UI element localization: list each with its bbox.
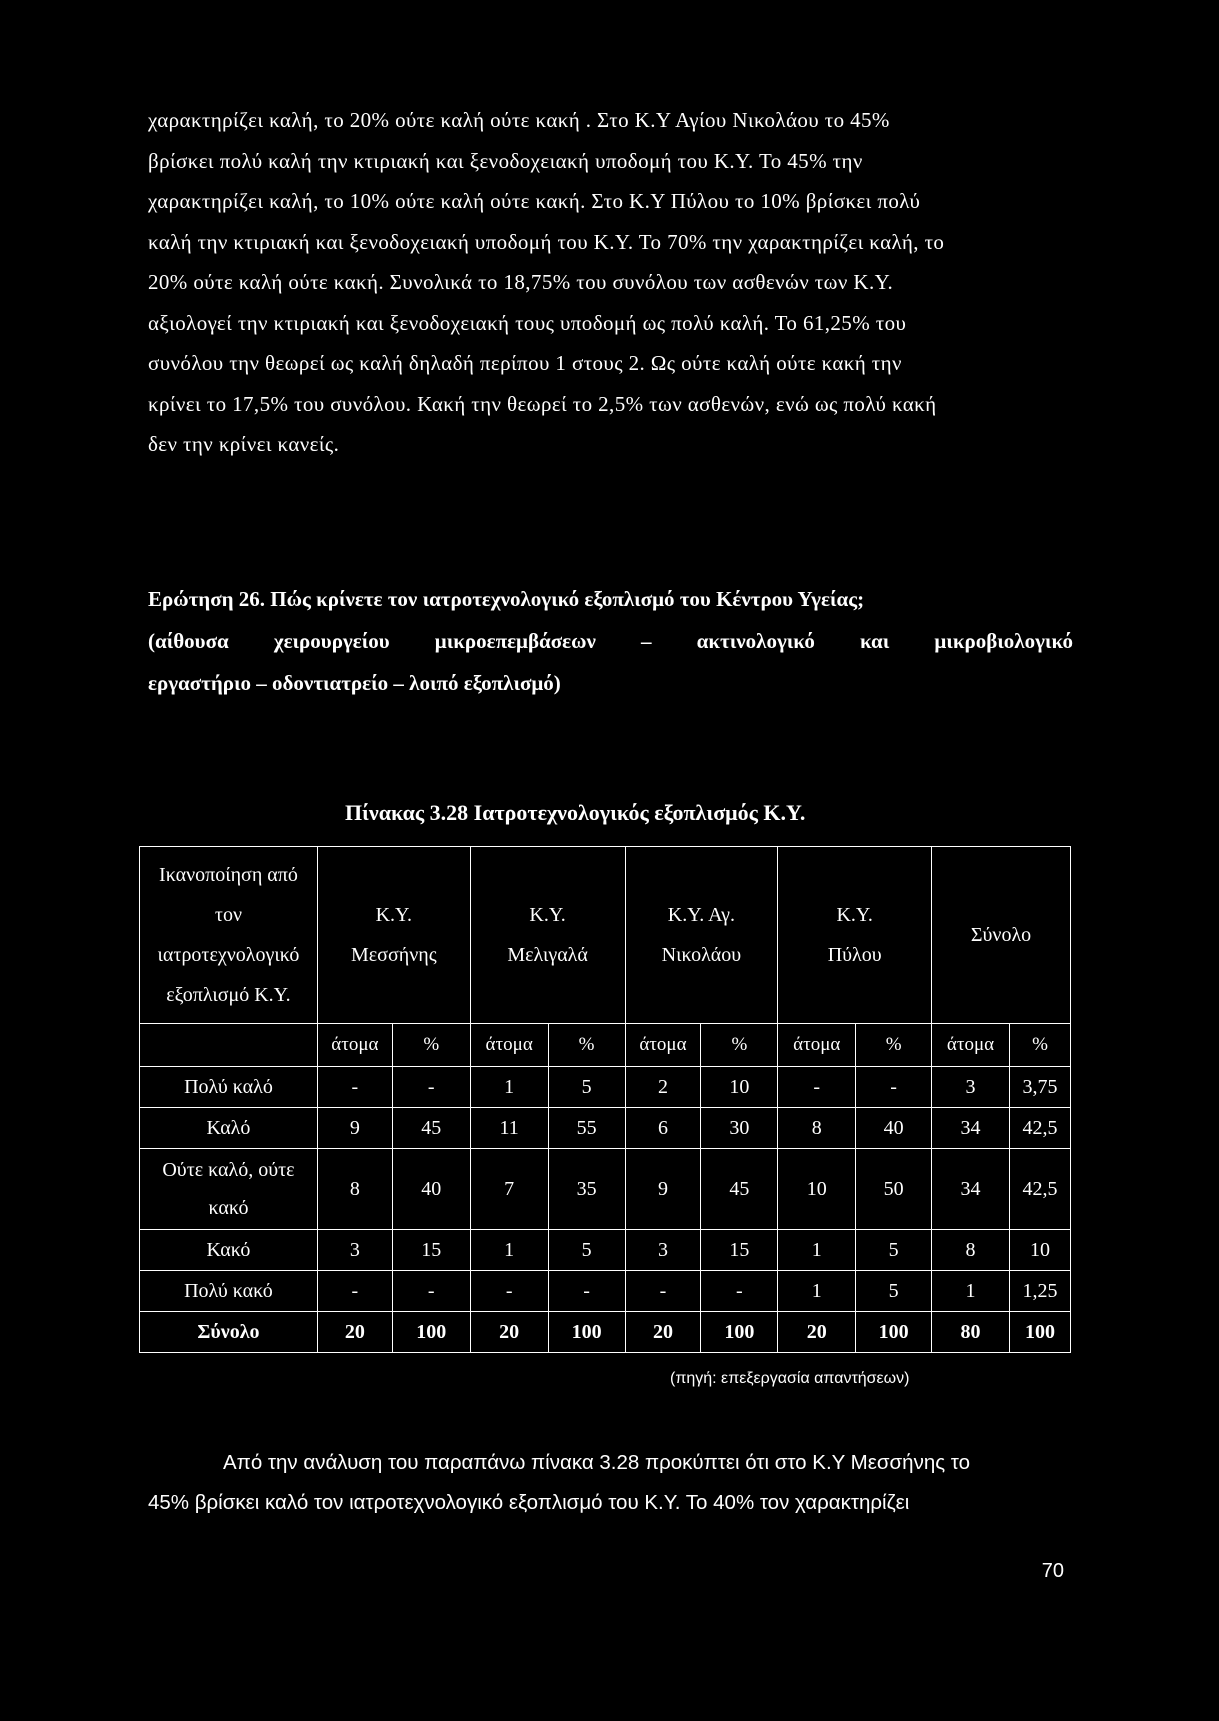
subheader-pct: % [392, 1024, 470, 1067]
subheader-people: άτομα [470, 1024, 548, 1067]
table-cell: 9 [625, 1149, 701, 1230]
table-cell: 20 [317, 1312, 392, 1353]
question-line-2 [148, 620, 1073, 662]
subheader-people: άτομα [317, 1024, 392, 1067]
question-line-1: Ερώτηση 26. Πώς κρίνετε τον ιατροτεχνολογικό εξοπλισμό του Κέντρου Υγείας; [148, 587, 865, 611]
row-label-line: Ούτε καλό, ούτε [162, 1159, 295, 1181]
table-cell: 40 [856, 1108, 932, 1149]
paragraph-1-line: δεν την κρίνει κανείς. [148, 432, 340, 456]
table-row [140, 1271, 1071, 1312]
paragraph-1-line: χαρακτηρίζει καλή, το 10% ούτε καλή ούτε κακή. Στο Κ.Υ Πύλου το 10% βρίσκει πολύ [148, 189, 921, 213]
paragraph-1-line: συνόλου την θεωρεί ως καλή δηλαδή περίπου 1 στους 2. Ως ούτε καλή ούτε κακή την [148, 351, 902, 375]
corner-header-line: τον [214, 904, 242, 926]
table-cell: 5 [548, 1230, 625, 1271]
table-cell: - [392, 1271, 470, 1312]
row-label-line: κακό [208, 1197, 249, 1219]
table-cell: 40 [392, 1149, 470, 1230]
table-row [140, 1108, 1071, 1149]
table-cell: - [701, 1271, 778, 1312]
table-cell: - [778, 1067, 856, 1108]
row-label [140, 1149, 318, 1230]
table-cell: 15 [701, 1230, 778, 1271]
paragraph-2-line: 45% βρίσκει καλό τον ιατροτεχνολογικό εξοπλισμό του Κ.Υ. Το 40% τον χαρακτηρίζει [148, 1491, 910, 1514]
table-cell: 30 [701, 1108, 778, 1149]
table-cell: - [317, 1067, 392, 1108]
subheader-pct: % [1009, 1024, 1070, 1067]
table-total-row [140, 1312, 1071, 1353]
table-cell: 45 [392, 1108, 470, 1149]
table-cell: 1 [778, 1271, 856, 1312]
subheader-pct: % [701, 1024, 778, 1067]
table-cell: 1 [470, 1067, 548, 1108]
table-cell: 1 [470, 1230, 548, 1271]
table-cell: 100 [548, 1312, 625, 1353]
paragraph-2-line: Από την ανάλυση του παραπάνω πίνακα 3.28 προκύπτει ότι στο Κ.Υ Μεσσήνης το [223, 1451, 970, 1474]
subheader-people: άτομα [625, 1024, 701, 1067]
table-cell: 100 [701, 1312, 778, 1353]
table-subheader-row [140, 1024, 1071, 1067]
subheader-pct: % [548, 1024, 625, 1067]
group-header-total: Σύνολο [932, 847, 1071, 1024]
paragraph-1-line: βρίσκει πολύ καλή την κτιριακή και ξενοδοχειακή υποδομή του Κ.Υ. Το 45% την [148, 148, 863, 173]
table-cell: 5 [856, 1271, 932, 1312]
table-cell: 15 [392, 1230, 470, 1271]
table-cell: 50 [856, 1149, 932, 1230]
table-cell: 100 [392, 1312, 470, 1353]
table-cell: 9 [317, 1108, 392, 1149]
table-cell: 8 [932, 1230, 1010, 1271]
paragraph-1-line: 20% ούτε καλή ούτε κακή. Συνολικά το 18,75% του συνόλου των ασθενών των Κ.Υ. [148, 270, 894, 294]
table-cell: 42,5 [1009, 1149, 1070, 1230]
table-cell: 20 [470, 1312, 548, 1353]
row-label: Σύνολο [140, 1312, 318, 1353]
table-source: (πηγή: επεξεργασία απαντήσεων) [670, 1370, 910, 1387]
table-cell: 35 [548, 1149, 625, 1230]
question-word: (αίθουσα [148, 629, 229, 653]
corner-header-line: ιατροτεχνολογικό [157, 944, 300, 966]
table-cell: 11 [470, 1108, 548, 1149]
table-cell: 1,25 [1009, 1271, 1070, 1312]
row-label: Καλό [140, 1108, 318, 1149]
group-header-line: Μελιγαλά [507, 944, 588, 966]
table-cell: 10 [1009, 1230, 1070, 1271]
question-line-3: εργαστήριο – οδοντιατρείο – λοιπό εξοπλισμό) [148, 671, 561, 695]
question-word: – [641, 629, 652, 653]
table-cell: 20 [625, 1312, 701, 1353]
paragraph-2 [148, 1443, 1073, 1523]
table-cell: 34 [932, 1108, 1010, 1149]
table-row [140, 1067, 1071, 1108]
paragraph-1-line: αξιολογεί την κτιριακή και ξενοδοχειακή τους υποδομή ως πολύ καλή. Το 61,25% του [148, 310, 907, 335]
subheader-people: άτομα [932, 1024, 1010, 1067]
table-cell: 3 [317, 1230, 392, 1271]
question-word: χειρουργείου [273, 629, 390, 653]
table-cell: - [317, 1271, 392, 1312]
table-row [140, 1149, 1071, 1230]
table-cell: - [470, 1271, 548, 1312]
corner-header [140, 847, 318, 1024]
question-word: μικροβιολογικό [934, 629, 1073, 653]
satisfaction-table [139, 846, 1071, 1353]
row-label: Πολύ κακό [140, 1271, 318, 1312]
group-header-line: Κ.Υ. Αγ. [667, 904, 735, 926]
table-cell: 100 [856, 1312, 932, 1353]
table-cell: - [548, 1271, 625, 1312]
table-cell: 5 [548, 1067, 625, 1108]
table-cell: 1 [778, 1230, 856, 1271]
group-header-pylou [778, 847, 932, 1024]
group-header-line: Κ.Υ. [375, 904, 412, 926]
table-cell: 45 [701, 1149, 778, 1230]
table-cell: 10 [701, 1067, 778, 1108]
table-cell: 100 [1009, 1312, 1070, 1353]
table-cell: 80 [932, 1312, 1010, 1353]
table-cell: 34 [932, 1149, 1010, 1230]
table-cell: 2 [625, 1067, 701, 1108]
corner-header-line: Ικανοποίηση από [159, 864, 298, 886]
page-number: 70 [1041, 1560, 1064, 1582]
row-label: Κακό [140, 1230, 318, 1271]
paragraph-1-line: χαρακτηρίζει καλή, το 20% ούτε καλή ούτε κακή . Στο Κ.Υ Αγίου Νικολάου το 45% [148, 108, 890, 132]
table-cell: 3 [932, 1067, 1010, 1108]
table-cell: - [856, 1067, 932, 1108]
group-header-line: Κ.Υ. [529, 904, 566, 926]
question-word: μικροεπεμβάσεων [434, 629, 596, 653]
table-cell: 6 [625, 1108, 701, 1149]
table-cell: 20 [778, 1312, 856, 1353]
group-header-messini [317, 847, 470, 1024]
table-cell: 55 [548, 1108, 625, 1149]
question-word: και [859, 629, 890, 653]
group-header-line: Πύλου [827, 944, 882, 966]
paragraph-1-line: κρίνει το 17,5% του συνόλου. Κακή την θεωρεί το 2,5% των ασθενών, ενώ ως πολύ κακή [148, 391, 937, 416]
paragraph-1 [148, 100, 1073, 465]
table-cell: 1 [932, 1271, 1010, 1312]
group-header-ag-nikolaou [625, 847, 778, 1024]
question-26 [148, 578, 1073, 704]
table-cell: 8 [317, 1149, 392, 1230]
subheader-empty [140, 1024, 318, 1067]
question-word: ακτινολογικό [696, 629, 815, 653]
table-cell: - [625, 1271, 701, 1312]
subheader-people: άτομα [778, 1024, 856, 1067]
table-header-row [140, 847, 1071, 1024]
corner-header-line: εξοπλισμό Κ.Υ. [166, 984, 291, 1006]
group-header-line: Μεσσήνης [350, 944, 437, 966]
row-label: Πολύ καλό [140, 1067, 318, 1108]
group-header-line: Νικολάου [661, 944, 742, 966]
table-cell: 42,5 [1009, 1108, 1070, 1149]
table-cell: - [392, 1067, 470, 1108]
table-row [140, 1230, 1071, 1271]
subheader-pct: % [856, 1024, 932, 1067]
table-cell: 5 [856, 1230, 932, 1271]
table-cell: 8 [778, 1108, 856, 1149]
table-cell: 7 [470, 1149, 548, 1230]
table-cell: 3,75 [1009, 1067, 1070, 1108]
group-header-line: Κ.Υ. [836, 904, 873, 926]
group-header-meligala [470, 847, 625, 1024]
paragraph-1-line: καλή την κτιριακή και ξενοδοχειακή υποδομή του Κ.Υ. Το 70% την χαρακτηρίζει καλή, το [148, 229, 945, 254]
table-caption: Πίνακας 3.28 Ιατροτεχνολογικός εξοπλισμός Κ.Υ. [345, 800, 806, 825]
table-cell: 10 [778, 1149, 856, 1230]
table-cell: 3 [625, 1230, 701, 1271]
